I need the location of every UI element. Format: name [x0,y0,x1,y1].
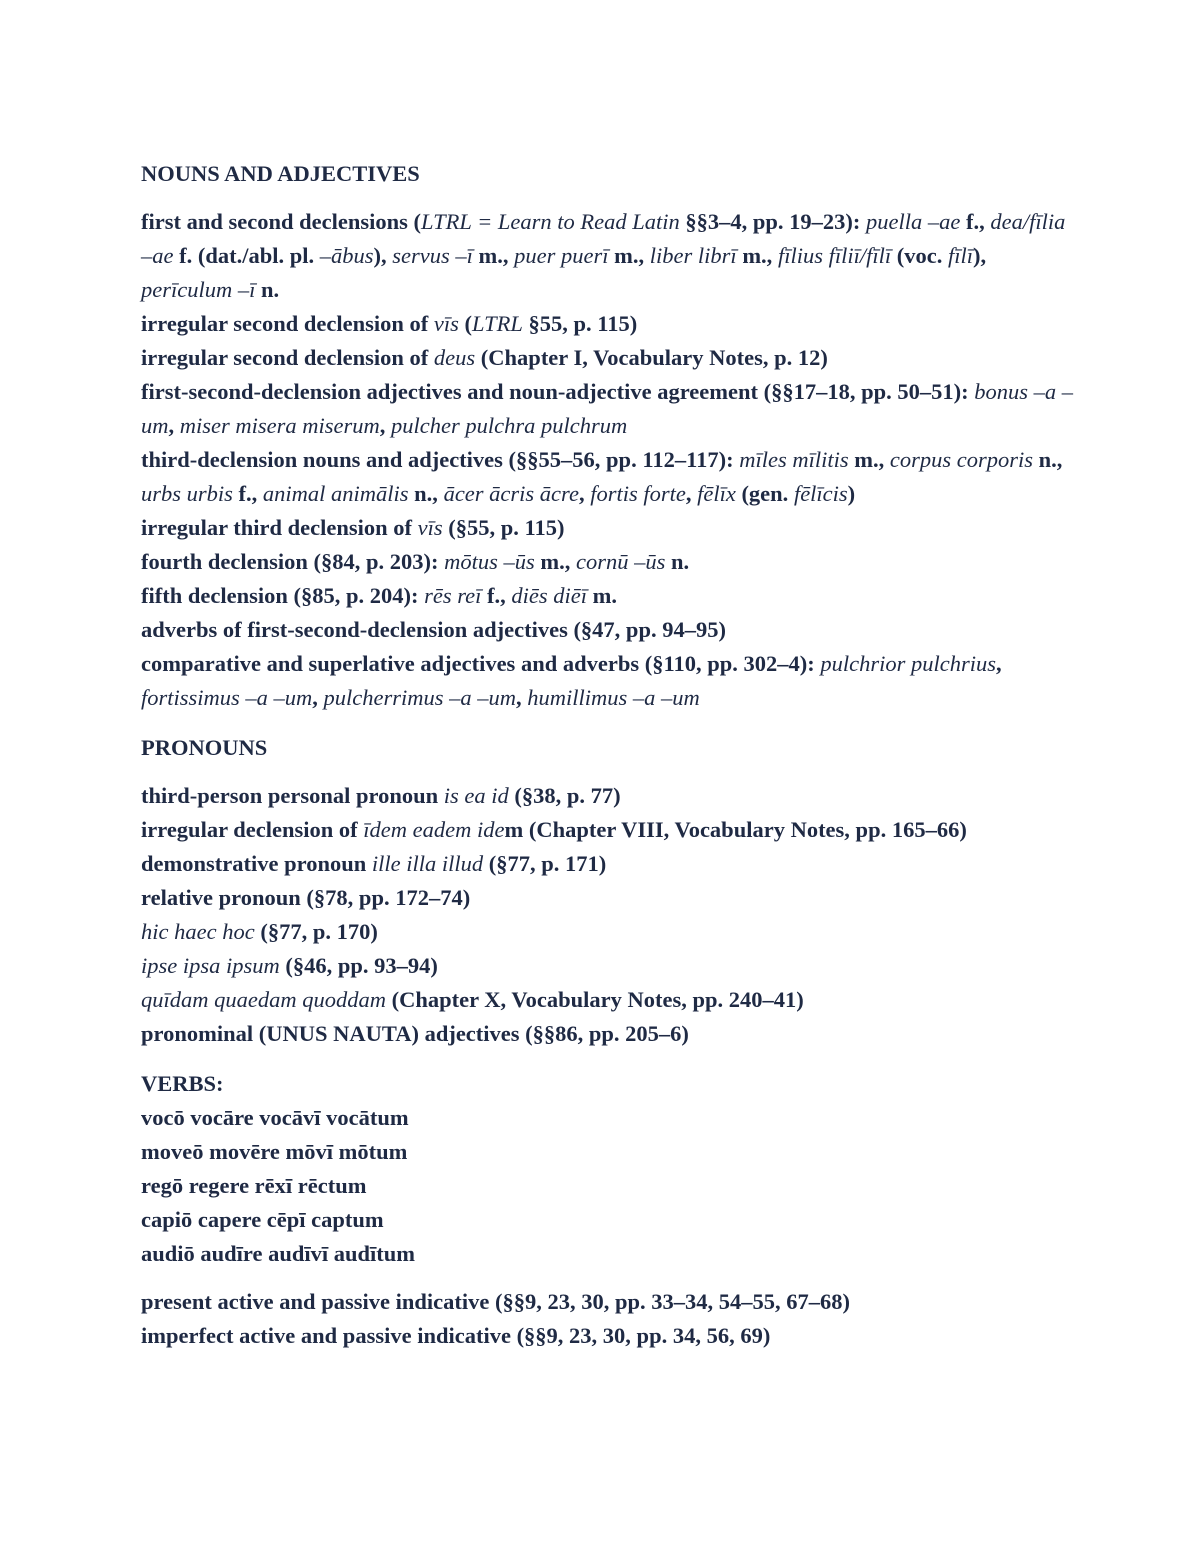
pronouns-list [141,779,1080,1051]
section-gap [141,715,1080,731]
text-run: (§77, p. 171) [483,851,607,876]
text-run: (gen. [735,481,794,506]
latin-term: LTRL = Learn to Read Latin [421,209,680,234]
latin-term: –ābus [319,243,374,268]
verb-principal-parts-line: regō regere rēxī rēctum [141,1173,367,1198]
text-run: pronominal (UNUS NAUTA) adjectives (§§86, pp. 205–6) [141,1021,689,1046]
text-run: §§3–4, pp. 19–23): [679,209,867,234]
verb-principal-parts-line: moveō movēre mōvī mōtum [141,1139,408,1164]
list-item [141,613,1080,647]
latin-term: fortissimus –a –um [141,685,313,710]
text-run: f., [481,583,512,608]
latin-term: cornū –ūs [576,549,666,574]
text-run: third-person personal pronoun [141,783,444,808]
latin-term: perīculum –ī [141,277,256,302]
latin-term: īdem eadem ide [363,817,505,842]
list-item [141,579,1080,613]
text-run: (Chapter X, Vocabulary Notes, pp. 240–41) [385,987,804,1012]
latin-term: vīs [433,311,459,336]
latin-term: fīlius fīliī/fīlī [777,243,892,268]
latin-term: animal animālis [262,481,409,506]
latin-term: diēs diēī [511,583,588,608]
list-item [141,443,1080,511]
list-item [141,1285,1080,1319]
text-run: fourth declension (§84, p. 203): [141,549,445,574]
latin-term: ipse ipsa ipsum [141,953,280,978]
text-run: fifth declension (§85, p. 204): [141,583,425,608]
latin-term: humillimus –a –um [527,685,700,710]
text-run: m., [848,447,890,472]
text-run: irregular declension of [141,817,364,842]
text-run: irregular second declension of [141,345,434,370]
latin-term: quīdam quaedam quoddam [141,987,386,1012]
pronouns-heading: PRONOUNS [141,735,268,760]
latin-term: servus –ī [392,243,473,268]
latin-term: fortis forte [590,481,686,506]
text-run: ), [972,243,987,268]
text-run: (Chapter I, Vocabulary Notes, p. 12) [475,345,828,370]
latin-term: hic haec hoc [141,919,255,944]
list-item [141,881,1080,915]
list-item [141,307,1080,341]
latin-term: LTRL [472,311,523,336]
verbs-list [141,1285,1080,1353]
latin-term: urbs urbis [141,481,233,506]
text-run: , [685,481,698,506]
latin-term: pulcherrimus –a –um [323,685,517,710]
text-run: §55, p. 115) [522,311,638,336]
list-item [141,813,1080,847]
text-run: first and second declensions ( [141,209,422,234]
list-item [141,341,1080,375]
latin-term: puer puerī [514,243,609,268]
latin-term: deus [433,345,476,370]
latin-term: fīlī [947,243,973,268]
list-item [141,915,1080,949]
latin-term: pulcher pulchra pulchrum [391,413,628,438]
section-gap [141,1051,1080,1067]
latin-term: dea/fīlia –ae [141,209,1066,268]
list-item [141,1017,1080,1051]
list-item [141,545,1080,579]
text-run: m., [534,549,577,574]
text-run: m., [736,243,778,268]
list-item [141,647,1080,715]
latin-term: liber librī [649,243,737,268]
text-run: present active and passive indicative (§§9, 23, 30, pp. 33–34, 54–55, 67–68) [141,1289,850,1314]
text-run: ), [373,243,393,268]
text-run: (§77, p. 170) [254,919,378,944]
latin-term: ille illa illud [371,851,484,876]
list-item [141,949,1080,983]
text-run: f., [232,481,263,506]
text-run: m., [472,243,515,268]
latin-term: is ea id [443,783,509,808]
latin-term: pulchrior pulchrius [820,651,997,676]
verbs-heading: VERBS: [141,1071,224,1096]
latin-term: bonus –a –um [141,379,1074,438]
latin-term: fēlīcis [793,481,848,506]
text-run: demonstrative pronoun [141,851,372,876]
nouns-heading: NOUNS AND ADJECTIVES [141,161,420,186]
verb-principal-parts-line: vocō vocāre vocāvī vocātum [141,1105,409,1130]
list-item [141,983,1080,1017]
latin-term: puella –ae [866,209,961,234]
text-run: m (Chapter VIII, Vocabulary Notes, pp. 165–66) [504,817,967,842]
latin-term: mīles mīlitis [739,447,849,472]
text-run: adverbs of first-second-declension adjectives (§47, pp. 94–95) [141,617,726,642]
latin-term: fēlīx [697,481,736,506]
text-run: comparative and superlative adjectives and adverbs (§110, pp. 302–4): [141,651,821,676]
text-run: , [379,413,391,438]
list-item [141,375,1080,443]
list-item [141,205,1080,307]
text-run: n. [665,549,690,574]
nouns-list [141,205,1080,715]
text-run: , [578,481,591,506]
verb-principal-parts-line: audiō audīre audīvī audītum [141,1241,416,1266]
list-item [141,779,1080,813]
text-run: third-declension nouns and adjectives (§§55–56, pp. 112–117): [141,447,740,472]
text-run: irregular second declension of [141,311,434,336]
list-item [141,511,1080,545]
latin-term: corpus corporis [889,447,1033,472]
text-run: ( [458,311,473,336]
latin-term: ācer ācris ācre [443,481,579,506]
text-run: imperfect active and passive indicative (§§9, 23, 30, pp. 34, 56, 69) [141,1323,771,1348]
text-run: f. (dat./abl. pl. [173,243,320,268]
text-run: relative pronoun (§78, pp. 172–74) [141,885,471,910]
text-run: (§55, p. 115) [442,515,565,540]
text-run: irregular third declension of [141,515,418,540]
text-run: n., [408,481,444,506]
text-run: n. [255,277,280,302]
text-run: , [168,413,180,438]
text-run: n., [1032,447,1063,472]
verb-principal-parts [141,1101,1080,1271]
text-run: , [996,651,1002,676]
text-run: first-second-declension adjectives and noun-adjective agreement (§§17–18, pp. 50–51): [141,379,975,404]
list-item [141,1319,1080,1353]
text-run: m., [608,243,650,268]
text-run: (§46, pp. 93–94) [279,953,438,978]
text-run: ) [847,481,856,506]
text-run: m. [587,583,618,608]
text-run: , [516,685,528,710]
text-run: , [312,685,324,710]
latin-term: miser misera miserum [179,413,380,438]
text-run: (voc. [891,243,948,268]
latin-term: rēs reī [424,583,482,608]
list-item [141,847,1080,881]
text-run: f., [960,209,991,234]
latin-term: mōtus –ūs [444,549,535,574]
latin-term: vīs [417,515,443,540]
text-run: (§38, p. 77) [508,783,621,808]
verb-principal-parts-line: capiō capere cēpī captum [141,1207,384,1232]
